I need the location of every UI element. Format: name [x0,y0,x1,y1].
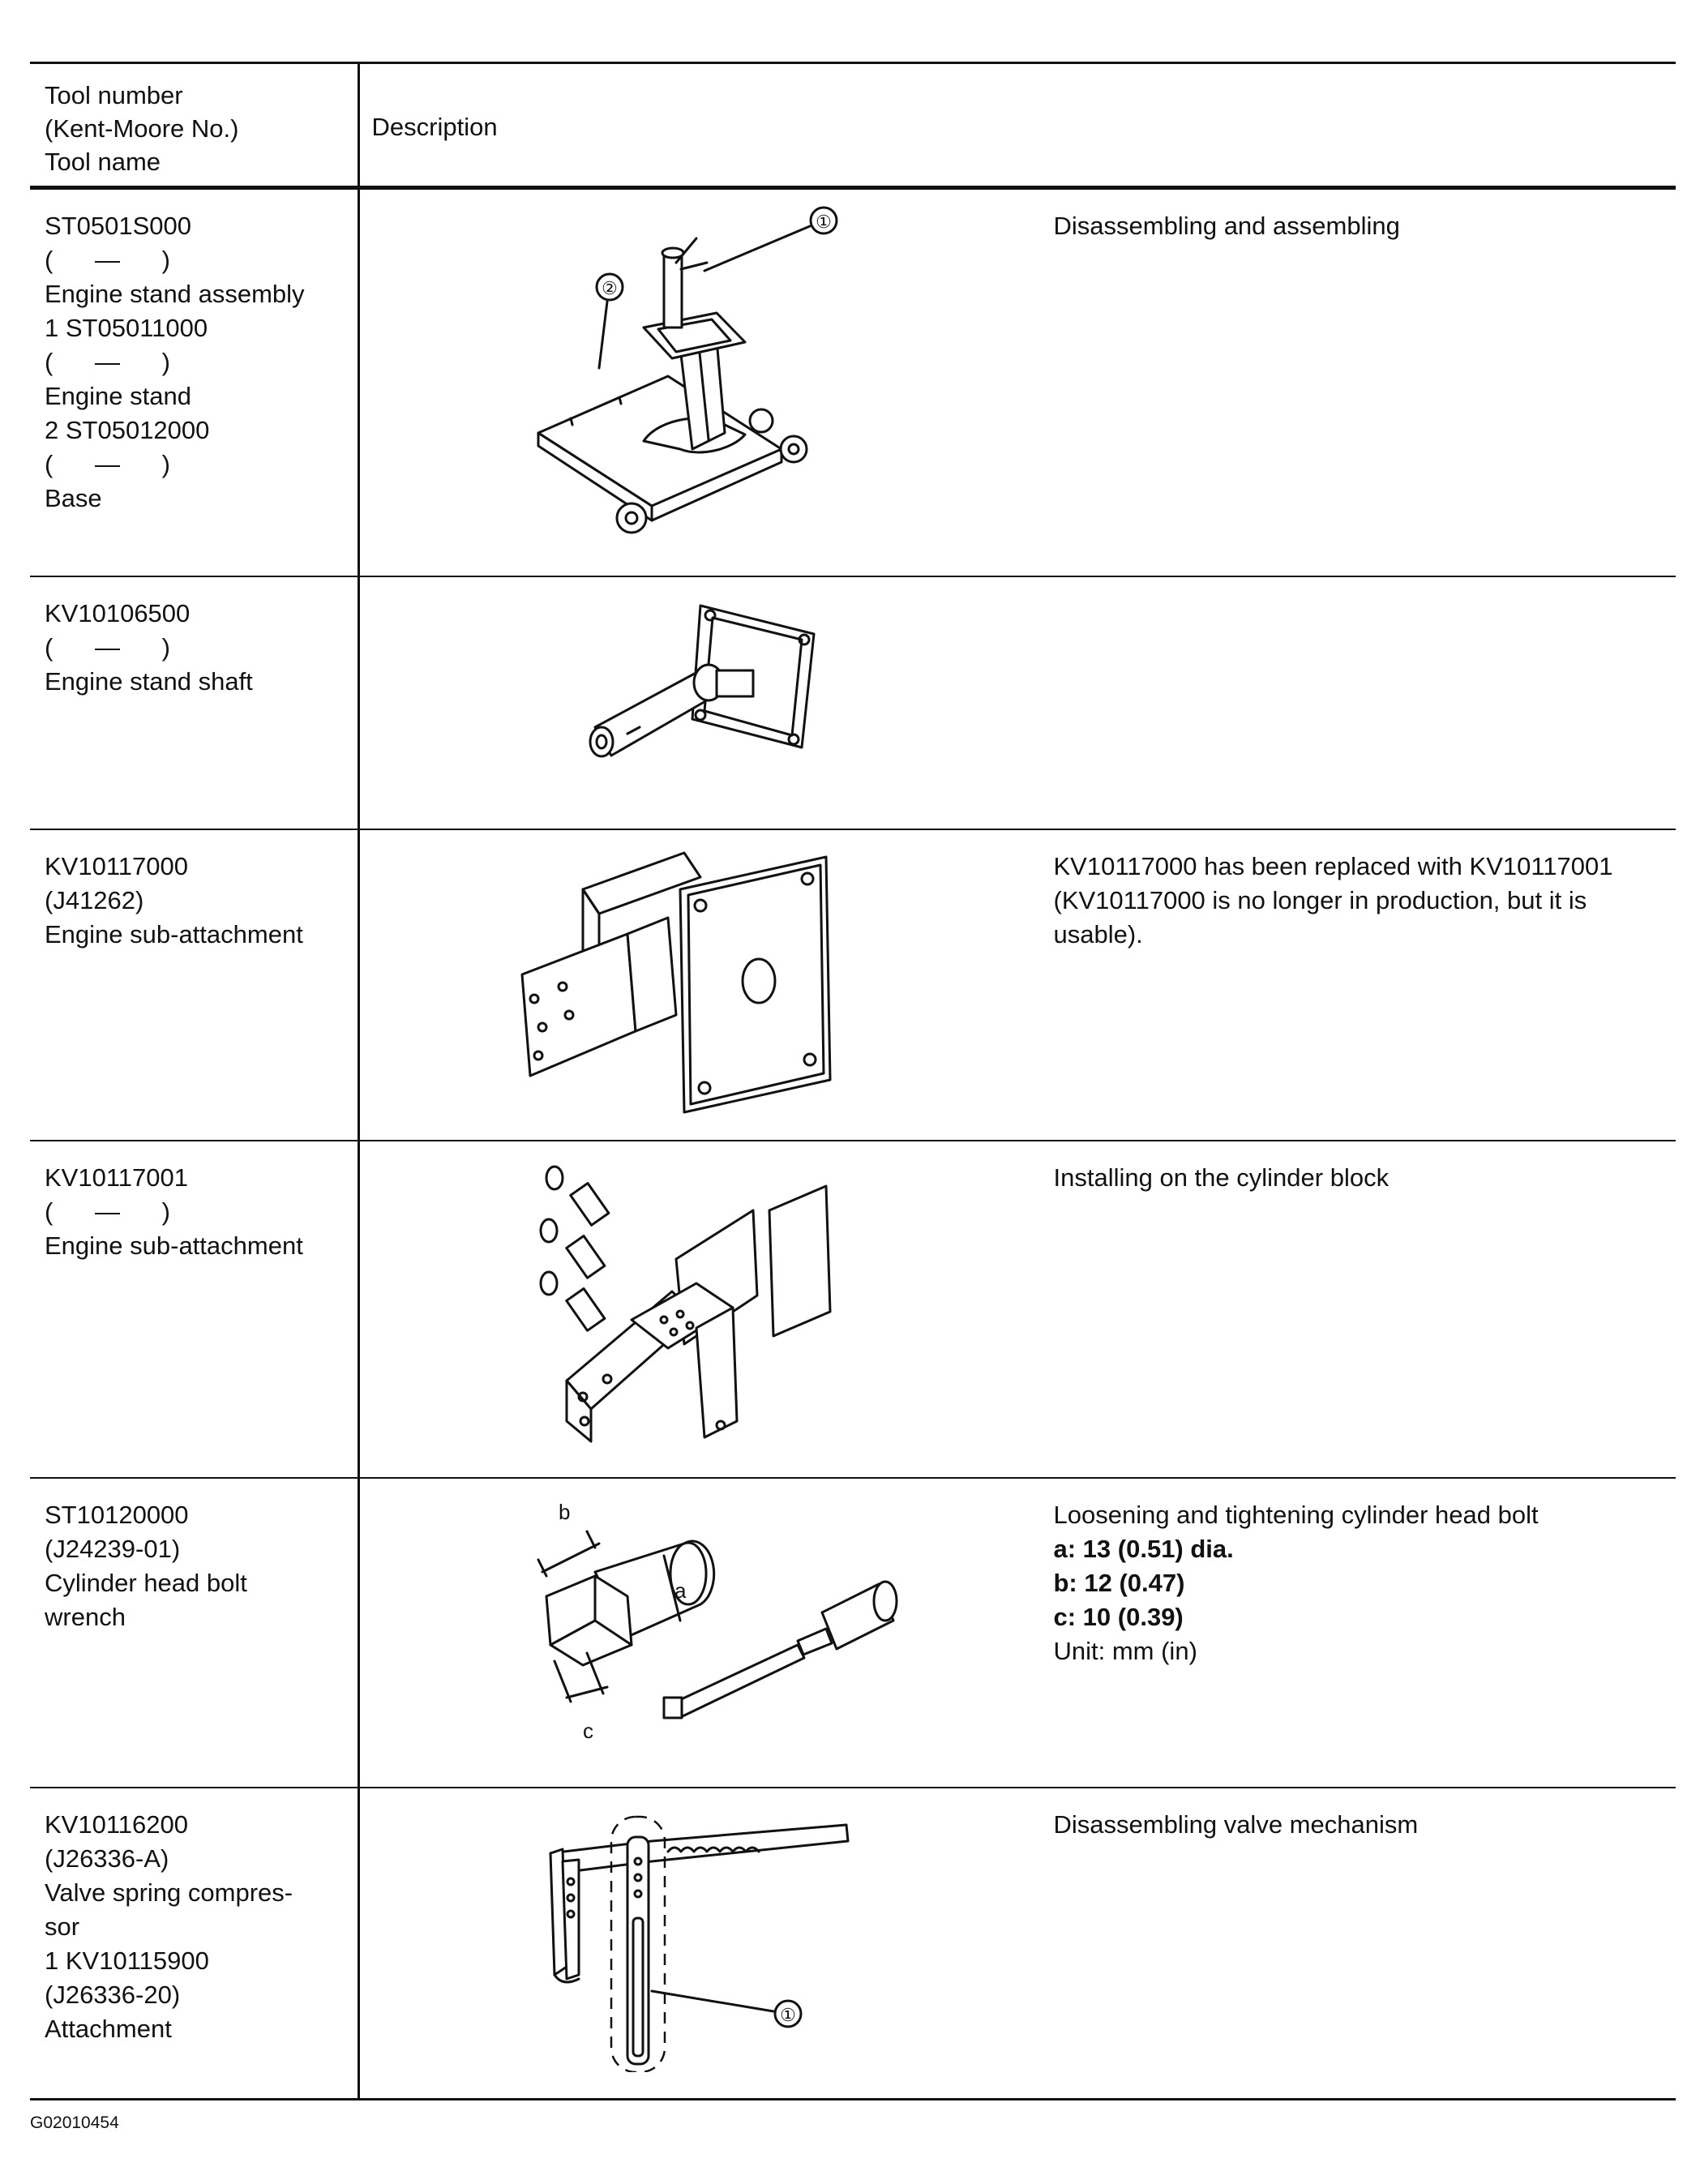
tool-line: ( — ) [45,1197,170,1226]
tool-info-cell [30,1141,358,1478]
tool-line: Engine stand shaft [45,667,253,696]
description-line: usable). [1053,920,1143,949]
tool-info-cell [30,1478,358,1788]
tool-line: 1 ST05011000 [45,314,208,342]
tool-line: KV10117000 [45,852,188,880]
tool-info-cell [30,188,358,577]
engine-sub-attachment-illustration [506,845,846,1120]
special-tools-table [30,62,1676,2100]
description-text [1054,1161,1686,1195]
tool-line: ( — ) [45,633,170,662]
description-line: Installing on the cylinder block [1053,1163,1390,1192]
tool-line: (J26336-20) [45,1981,181,2009]
callout-1-label: ① [815,212,832,232]
description-cell [358,1478,1676,1788]
description-text [1054,209,1686,243]
tool-line: Attachment [45,2015,172,2043]
description-text [1054,1808,1686,1842]
tool-line: KV10106500 [45,599,191,627]
description-cell [358,188,1676,577]
description-cell [358,829,1676,1141]
description-cell [358,1141,1676,1478]
tool-line: Engine sub-attachment [45,1231,303,1260]
description-text [1054,1498,1686,1668]
dim-a-label: a [674,1578,686,1603]
spec-line: c: 10 (0.39) [1053,1603,1184,1631]
header-tool-line: (Kent-Moore No.) [45,114,239,143]
tool-line: Engine stand assembly [45,280,305,308]
tool-line: KV10117001 [45,1163,188,1192]
description-cell [358,576,1676,829]
engine-sub-attachment-kit-illustration [534,1154,859,1462]
tool-line: ST0501S000 [45,212,191,240]
tool-line: sor [45,1912,80,1941]
tool-line: ( — ) [45,348,170,376]
tool-line: Valve spring compres- [45,1878,293,1907]
tool-line: ( — ) [45,450,170,478]
engine-stand-assembly-illustration [522,206,895,546]
tool-info-cell [30,829,358,1141]
tool-info-cell [30,576,358,829]
tool-line: ( — ) [45,246,170,274]
tool-info-cell [30,1788,358,2100]
table-header-row [30,63,1676,188]
spec-line: a: 13 (0.51) dia. [1053,1535,1234,1563]
tool-line: ST10120000 [45,1501,189,1529]
table-row [30,188,1676,577]
description-text [1054,850,1686,952]
tool-line: Base [45,484,102,512]
cylinder-head-bolt-wrench-illustration [506,1499,960,1766]
header-tool-line: Tool name [45,148,161,176]
callout-2-label: ② [601,278,618,298]
tool-line: 1 KV10115900 [45,1946,209,1975]
table-row [30,1478,1676,1788]
tool-line: Cylinder head bolt [45,1569,247,1597]
description-line: Loosening and tightening cylinder head bolt [1053,1501,1539,1529]
tool-line: Engine sub-attachment [45,920,303,949]
table-row [30,1141,1676,1478]
header-tool-number [30,63,358,188]
tool-line: (J26336-A) [45,1844,169,1873]
callout-1-label: ① [779,2005,796,2025]
description-line: (KV10117000 is no longer in production, but it is [1053,886,1587,914]
tool-line: wrench [45,1603,126,1631]
header-tool-line: Tool number [45,81,183,109]
figure-code: G02010454 [30,2113,119,2132]
spec-line: b: 12 (0.47) [1053,1569,1185,1597]
dim-c-label: c [582,1719,593,1743]
unit-line: Unit: mm (in) [1053,1637,1197,1665]
description-line: Disassembling and assembling [1053,212,1400,240]
tool-line: (J24239-01) [45,1535,181,1563]
table-row [30,576,1676,829]
tool-line: Engine stand [45,382,191,410]
tool-line: 2 ST05012000 [45,416,210,444]
valve-spring-compressor-illustration [530,1805,871,2072]
tool-line: KV10116200 [45,1810,188,1839]
header-description: Description [358,63,1676,188]
engine-stand-shaft-illustration [579,597,838,792]
description-line: Disassembling valve mechanism [1053,1810,1419,1839]
tool-line: (J41262) [45,886,144,914]
table-row [30,1788,1676,2100]
table-row [30,829,1676,1141]
description-cell [358,1788,1676,2100]
description-line: KV10117000 has been replaced with KV10117001 [1053,852,1613,880]
dim-b-label: b [558,1500,570,1524]
